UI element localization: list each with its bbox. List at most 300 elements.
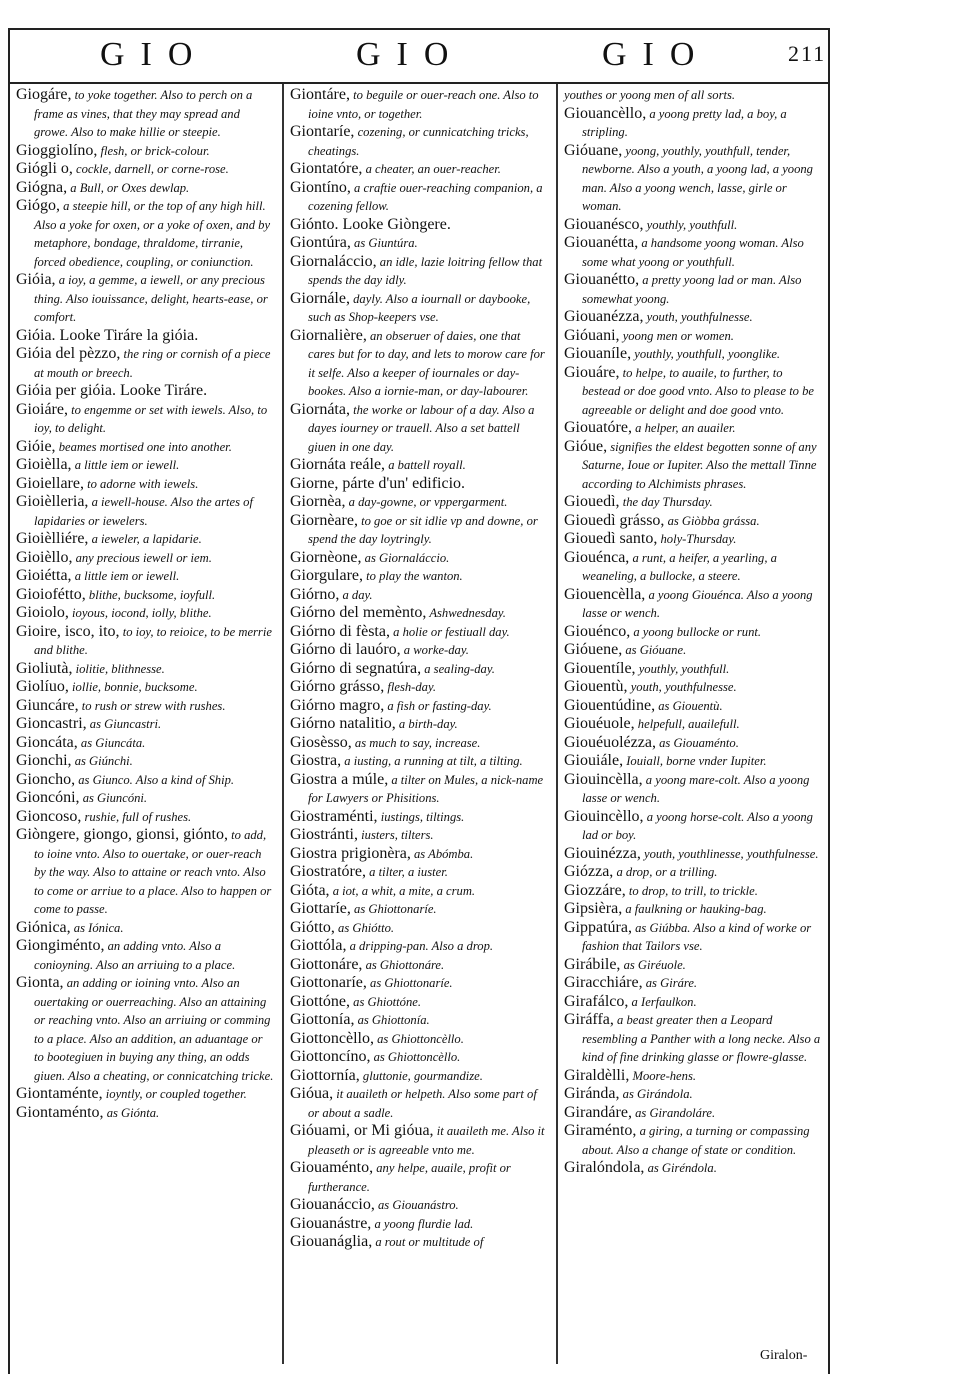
dictionary-entry [564,697,822,716]
entry-definition: a little iem or iewell. [71,458,180,472]
entry-definition: an adding or ioining vnto. Also an ouertaking or ouerreaching. Also an attaining or reaching vnto. Also an arriuing or comming to a place. Also an addition, an aduantage or to bootegiuen in buying any thing, an odds giuen. Also a cheating, or connicatching tricke. [34,976,274,1083]
entry-definition: a worke-day. [400,643,469,657]
dictionary-entry [16,771,274,790]
dictionary-entry [564,974,822,993]
entry-headword: Giónto. Looke Giòngere. [290,215,451,233]
entry-headword: Giouanétto, [564,271,640,288]
entry-headword: Giouanésco, [564,215,644,233]
entry-headword: Giòngere, giongo, gionsi, giónto, [16,826,228,843]
dictionary-entry [564,308,822,327]
entry-definition: as Ghiottonáre. [362,957,445,972]
entry-definition: an obseruer of daies, one that cares but for to day, and lets to morow care for it selfe. Also a keeper of iournales or day-bookes. Also a iornie-man, or day-labourer. [308,328,545,398]
entry-definition: to helpe, to auaile, to further, to bestead or doe good vnto. Also to please to be agreeable or delight and doe good vnto. [582,365,815,417]
entry-headword: Gióia, [16,271,56,288]
entry-headword: Giouedì santo, [564,530,658,547]
entry-definition: a handsome yoong woman. Also some what yoong or youthfull. [582,236,804,269]
entry-headword: Giouéuolézza, [564,733,656,751]
dictionary-entry [290,86,548,123]
dictionary-entry [564,419,822,438]
entry-definition: as Giouaménto. [655,735,739,750]
entry-definition: a birth-day. [395,717,458,731]
entry-headword: Giouaménto, [290,1159,374,1176]
entry-definition: Ashwednesday. [426,606,506,620]
dictionary-entry [16,752,274,771]
entry-definition: a ieweler, a lapidarie. [88,532,202,546]
entry-headword: Giornèare, [290,511,358,529]
dictionary-entry [564,752,822,771]
dictionary-entry [290,641,548,660]
dictionary-entry [564,1104,822,1123]
entry-definition: an adding vnto. Also a conioyning. Also an arriuing to a place. [34,939,236,972]
entry-definition: to goe or sit idlie vp and downe, or spend the day loytringly. [308,513,538,546]
dictionary-entry [290,863,548,882]
entry-definition: to ioy, to reioice, to be merrie and blithe. [34,624,272,657]
dictionary-entry [16,697,274,716]
entry-headword: Gioiáre, [16,400,68,418]
entry-definition: a iot, a whit, a mite, a crum. [329,883,476,898]
entry-definition: a helper, an auailer. [631,421,736,435]
dictionary-entry [290,179,548,216]
entry-headword: Giouatóre, [564,419,632,436]
header-rule [8,82,830,84]
entry-definition: a tilter on Mules, a nick-name for Lawyers or Phisitions. [308,772,544,805]
entry-headword: Giouincèlla, [564,770,643,788]
entry-headword: Gioièlleria, [16,493,89,510]
dictionary-entry [290,956,548,975]
entry-headword: Giottonaríe, [290,974,367,991]
entry-headword: Giouéuole, [564,715,635,732]
dictionary-entry [16,438,274,457]
entry-headword: Giouanétta, [564,234,639,251]
dictionary-entry [290,1085,548,1122]
dictionary-entry [16,604,274,623]
entry-headword: Gioggiolíno, [16,141,98,159]
entry-definition: flesh-day. [384,680,436,694]
entry-headword: Giontaríe, [290,123,355,140]
entry-definition: cockle, darnell, or corne-rose. [72,162,229,176]
dictionary-entry [290,475,548,494]
entry-definition: as Giúbba. Also a kind of worke or fashion that Tailors vse. [582,920,812,953]
dictionary-entry [564,863,822,882]
entry-definition: as Giréuole. [620,957,686,972]
entry-headword: Giórno del memènto, [290,604,427,621]
entry-definition: beames mortised one into another. [55,439,232,454]
dictionary-entry [290,900,548,919]
entry-definition: as Giouanástro. [374,1198,459,1212]
dictionary-entry [290,882,548,901]
entry-headword: Gioncastri, [16,715,87,732]
dictionary-entry [290,253,548,290]
entry-headword: Giózza, [564,863,614,880]
entry-headword: Giontáre, [290,86,350,103]
entry-headword: Gióua, [290,1085,334,1102]
entry-definition: as Giuntúra. [350,236,418,250]
dictionary-entry [290,234,548,253]
dictionary-entry [16,586,274,605]
entry-definition: a fish or fasting-day. [384,698,492,713]
entry-definition: to yoke together. Also to perch on a frame as vines, that they may spread and growe. Also to make hillie or steepie. [34,88,253,139]
entry-headword: Gioliutà, [16,659,73,677]
page-number: 211 [788,41,827,66]
dictionary-entry [564,271,822,308]
entry-definition: iustings, tiltings. [377,809,465,824]
entry-definition: it auaileth or helpeth. Also some part of or about a sadle. [308,1087,537,1120]
dictionary-entry [564,623,822,642]
dictionary-entry [564,900,822,919]
entry-headword: Giottoncèllo, [290,1029,374,1047]
entry-headword: Giórno, [290,585,340,603]
dictionary-entry [290,697,548,716]
entry-headword: Giouénco, [564,622,631,640]
entry-definition: a day-gowne, or vppergarment. [345,495,508,509]
dictionary-entry [564,1159,822,1178]
entry-definition: helpefull, auailefull. [634,717,740,731]
entry-headword: Giralóndola, [564,1159,645,1176]
entry-headword: Gioncoso, [16,807,82,825]
entry-definition: a drop, or a trilling. [613,865,718,879]
entry-definition: youthly, youthfull, yoonglike. [631,347,781,361]
dictionary-entry [290,401,548,457]
dictionary-entry [290,1011,548,1030]
entry-headword: Giouinézza, [564,844,641,862]
entry-definition: to adorne with iewels. [83,476,199,491]
dictionary-entry [564,808,822,845]
entry-definition: as Abómba. [410,846,474,861]
dictionary-entry [564,493,822,512]
dictionary-entry [564,549,822,586]
entry-headword: Gionchi, [16,752,72,769]
dictionary-entry [16,974,274,1085]
entry-headword: Gioièlliére, [16,530,89,547]
dictionary-entry [564,364,822,420]
column-divider [282,84,284,1364]
entry-headword: Giráffa, [564,1011,614,1028]
entry-headword: Giosèsso, [290,733,352,751]
entry-headword: Giolíuo, [16,678,69,695]
dictionary-entry [290,327,548,401]
dictionary-entry [16,382,274,401]
dictionary-entry [290,493,548,512]
entry-definition: to play the wanton. [363,569,463,583]
dictionary-entry [16,734,274,753]
entry-headword: Giornèone, [290,548,362,566]
entry-definition: blithe, bucksome, ioyfull. [85,587,216,602]
entry-definition: signifies the eldest begotten sonne of any Saturne, Ioue or Iupiter. Also the mettall Tinne according to Alchimists phrases. [582,439,817,491]
dictionary-entry [290,1067,548,1086]
column-divider [556,84,558,1364]
entry-definition: as Giuncáta. [77,735,146,750]
entry-definition: a battell royall. [385,458,466,472]
dictionary-entry [290,290,548,327]
entry-headword: Giozzáre, [564,881,626,899]
entry-headword: Gióta, [290,881,330,899]
entry-definition: a pretty yoong lad or man. Also somewhat yoong. [582,273,802,306]
dictionary-entry [564,919,822,956]
entry-headword: Giogáre, [16,86,72,103]
entry-headword: Giónica, [16,918,71,936]
entry-headword: Giornáta, [290,400,350,418]
dictionary-entry [564,660,822,679]
entry-definition: as Girándola. [619,1087,693,1101]
entry-headword: Giouentúdine, [564,696,656,714]
dictionary-entry [16,549,274,568]
entry-headword: Gióia. Looke Tiráre la gióia. [16,326,199,344]
entry-definition: a yoong flurdie lad. [371,1216,474,1231]
entry-headword: Gióia per gióia. Looke Tiráre. [16,382,208,399]
dictionary-entry [290,826,548,845]
entry-headword: Gioncho, [16,770,76,788]
entry-definition: dayly. Also a iournall or daybooke, such as Shop-keepers vse. [308,291,531,324]
entry-definition: as Ghiottonaríe. [366,976,453,990]
entry-headword: Giornaláccio, [290,252,377,270]
dictionary-entry [290,1048,548,1067]
entry-definition: as Ghiottonaríe. [350,902,437,916]
entry-definition: to beguile or ouer-reach one. Also to ioine vnto, or together. [308,88,539,121]
entry-definition: Iouiall, borne vnder Iupiter. [623,754,767,768]
entry-headword: Giouanézza, [564,308,644,325]
entry-definition: iolitie, blithnesse. [72,661,165,676]
entry-headword: Girandáre, [564,1103,632,1121]
dictionary-entry [16,530,274,549]
dictionary-entry [290,845,548,864]
entry-definition: a holie or festiuall day. [389,624,510,639]
entry-headword: Giorne, párte d'un' edificio. [290,474,466,492]
entry-definition: as Girandoláre. [631,1105,716,1120]
entry-definition: a Bull, or Oxes dewlap. [67,180,190,195]
entry-headword: Giouedì, [564,493,620,510]
dictionary-entry [290,993,548,1012]
entry-definition: ioyous, iocond, iolly, blithe. [68,606,212,620]
entry-definition: gluttonie, gourmandize. [359,1068,483,1083]
entry-headword: Giottonáre, [290,955,363,973]
running-headword-left: GIO [100,36,209,73]
entry-definition: a Ierfaulkon. [628,994,697,1009]
entry-definition: a yoong mare-colt. Also a yoong lasse or wench. [582,772,810,805]
dictionary-entry [290,1122,548,1159]
entry-definition: a yoong Giouénca. Also a yoong lasse or wench. [582,587,813,620]
entry-definition: ioyntly, or coupled together. [102,1087,247,1101]
dictionary-entry [16,401,274,438]
entry-definition: cozening, or cunnicatching tricks, cheatings. [308,125,529,158]
dictionary-entry [16,456,274,475]
dictionary-entry [16,271,274,327]
entry-headword: Giouanáglia, [290,1233,373,1250]
entry-headword: Giornáta reále, [290,456,386,473]
entry-headword: Giórno magro, [290,696,385,714]
entry-headword: Gioiolo, [16,604,69,621]
dictionary-entry [564,438,822,494]
dictionary-entry [16,1104,274,1123]
entry-definition: as Giréndola. [644,1161,717,1175]
entry-definition: a yoong bullocke or runt. [630,624,762,639]
entry-headword: Giottaríe, [290,900,351,917]
dictionary-entry [564,586,822,623]
entry-headword: Gióue, [564,437,608,455]
entry-headword: Girafálco, [564,992,629,1010]
dictionary-entry [564,530,822,549]
entry-definition: a beast greater then a Leopard resembling a Panther with a long necke. Also a kind of fine drinking glasse or flowre-glasse. [582,1013,821,1064]
dictionary-entry [564,734,822,753]
right-border-rule [828,28,830,1374]
entry-definition: a iewell-house. Also the artes of lapidaries or iewelers. [34,495,253,528]
entry-definition: as Giornaláccio. [361,550,450,565]
entry-definition: as Ghiottonía. [354,1013,430,1027]
entry-headword: Giouanástre, [290,1214,372,1232]
entry-headword: Giouiále, [564,752,624,769]
entry-definition: a giring, a turning or compassing about. Also a change of state or condition. [582,1124,810,1157]
dictionary-entry [290,1233,548,1252]
dictionary-entry [290,974,548,993]
entry-headword: Giontúra, [290,234,351,251]
entry-definition: as Giuncóni. [79,791,148,805]
dictionary-entry [564,641,822,660]
entry-column-3 [564,86,822,1178]
dictionary-entry [16,86,274,142]
entry-definition: as Gióuane. [622,643,687,657]
entry-definition: youth, youthfulnesse. [643,310,753,324]
entry-definition: youthly, youthfull. [643,217,738,232]
dictionary-entry [290,660,548,679]
entry-headword: Giornalière, [290,326,367,344]
entry-headword: Giostraménti, [290,807,378,825]
entry-definition: as Giòbba grássa. [664,513,760,528]
dictionary-entry [564,956,822,975]
entry-headword: Gionta, [16,974,64,991]
entry-headword: Giottóne, [290,992,350,1010]
entry-headword: Giórno natalitio, [290,715,396,732]
entry-headword: Gióuani, [564,326,620,344]
dictionary-entry [564,105,822,142]
entry-definition: youthes or yoong men of all sorts. [564,88,736,102]
dictionary-entry [16,475,274,494]
entry-definition: a faulkning or hauking-bag. [622,902,767,916]
dictionary-entry [290,734,548,753]
entry-headword: Gippatúra, [564,918,632,936]
entry-headword: Giouáre, [564,363,620,381]
entry-headword: Giouencèlla, [564,585,646,603]
dictionary-entry [290,937,548,956]
entry-headword: Giorgulare, [290,567,364,584]
entry-headword: Giouénca, [564,548,630,566]
entry-headword: Gipsièra, [564,900,623,917]
running-headword-right: GIO [602,36,711,73]
entry-definition: as Ghiótto. [334,920,395,935]
dictionary-entry [290,1215,548,1234]
entry-headword: Giontaménte, [16,1085,103,1102]
entry-headword: Gioiétta, [16,567,72,584]
dictionary-entry [564,234,822,271]
dictionary-entry [290,1159,548,1196]
dictionary-entry [290,808,548,827]
entry-headword: Gioncáta, [16,733,78,751]
entry-definition: a runt, a heifer, a yearling, a weaneling, a bullocke, a steere. [582,550,777,583]
dictionary-entry [290,1030,548,1049]
entry-headword: Gioire, isco, ito, [16,622,120,640]
dictionary-entry [290,771,548,808]
dictionary-entry [290,752,548,771]
entry-definition: iusters, tilters. [358,828,434,842]
entry-headword: Giouaníle, [564,345,632,362]
entry-headword: Giostratóre, [290,863,366,880]
dictionary-entry [564,882,822,901]
entry-headword: Gioiellare, [16,474,84,492]
entry-headword: Gioièlla, [16,456,72,473]
entry-definition: youth, youthfulnesse. [627,680,737,694]
entry-headword: Gióia del pèzzo, [16,345,121,362]
dictionary-entry [290,123,548,160]
entry-definition: a yoong horse-colt. Also a yoong lad or boy. [582,809,813,842]
dictionary-entry [564,216,822,235]
entry-definition: as Giónta. [103,1105,160,1120]
dictionary-entry [16,327,274,346]
entry-headword: Gioièllo, [16,548,73,566]
entry-definition: any precious iewell or iem. [72,550,212,565]
entry-definition: as Giuncastri. [86,717,162,731]
entry-definition: an idle, lazie loitring fellow that spends the day idly. [308,254,543,287]
dictionary-entry [16,493,274,530]
entry-headword: Gioncóni, [16,789,80,806]
entry-headword: Giottoncíno, [290,1048,371,1065]
dictionary-entry [16,826,274,919]
entry-definition: as Ghiottóne. [350,994,422,1009]
entry-definition: as much to say, increase. [351,735,481,750]
dictionary-entry [290,160,548,179]
dictionary-entry [290,216,548,235]
dictionary-entry [16,808,274,827]
entry-headword: Giraménto, [564,1122,637,1139]
entry-definition: a day. [339,587,373,602]
entry-headword: Giránda, [564,1085,620,1102]
dictionary-entry [290,549,548,568]
dictionary-entry [290,919,548,938]
entry-headword: Gióie, [16,437,56,455]
entry-headword: Gióuami, or Mi gióua, [290,1122,434,1139]
entry-definition: iollie, bonnie, bucksome. [68,680,198,694]
entry-headword: Giórno di segnatúra, [290,659,422,677]
entry-definition: any helpe, auaile, profit or furtherance. [308,1161,511,1194]
dictionary-entry [290,456,548,475]
entry-definition: as Ghiottoncèllo. [373,1031,464,1046]
entry-definition: yoong men or women. [619,328,734,343]
dictionary-entry [16,937,274,974]
entry-definition: rushie, full of rushes. [81,809,192,824]
entry-headword: Giouedì grásso, [564,511,665,529]
entry-definition: flesh, or brick-colour. [97,143,210,158]
entry-definition: a ioy, a gemme, a iewell, or any precious thing. Also iouissance, delight, hearts-ease, or comfort. [34,273,268,324]
dictionary-entry [564,678,822,697]
entry-headword: Giottonía, [290,1011,355,1028]
entry-headword: Gióuane, [564,141,623,159]
dictionary-entry [16,623,274,660]
entry-definition: as Giouentù. [655,698,723,713]
dictionary-entry [564,327,822,346]
entry-headword: Giraldèlli, [564,1066,630,1084]
entry-definition: the ring or cornish of a piece at mouth or breech. [34,347,271,380]
entry-headword: Giontaménto, [16,1103,104,1121]
dictionary-entry [290,567,548,586]
entry-definition: a yoong pretty lad, a boy, a stripling. [582,106,787,139]
entry-definition: a craftie ouer-reaching companion, a cozening fellow. [308,180,543,213]
dictionary-entry [16,789,274,808]
entry-definition: yoong, youthly, youthfull, tender, newborne. Also a youth, a yoong lad, a yoong man. Also a yoong wench, lasse, girle or woman. [582,143,813,213]
dictionary-entry [290,512,548,549]
dictionary-entry [564,771,822,808]
entry-headword: Giórno grásso, [290,678,385,695]
entry-headword: Giracchiáre, [564,974,643,991]
entry-definition: the worke or labour of a day. Also a dayes iourney or trauell. Also a set battell giuen in one day. [308,402,535,454]
entry-headword: Giottóla, [290,937,347,954]
entry-definition: as Giunco. Also a kind of Ship. [75,772,235,787]
